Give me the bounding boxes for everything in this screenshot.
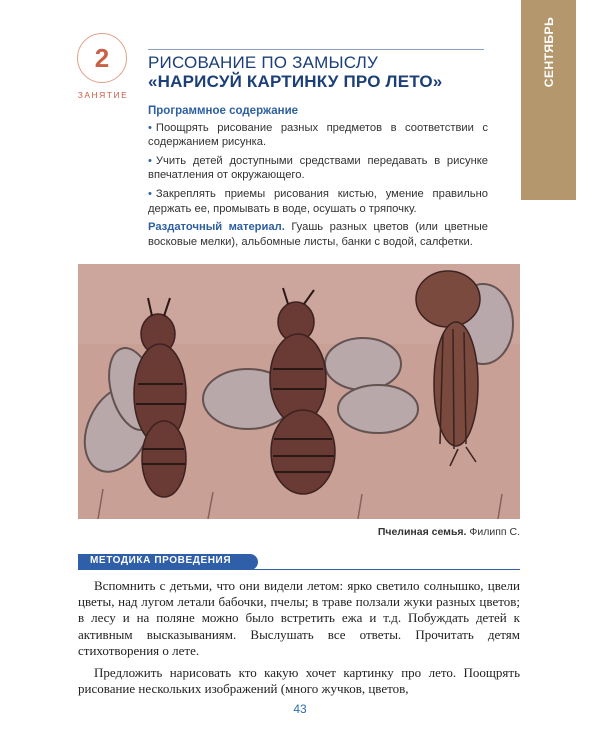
page-number: 43 (293, 702, 307, 716)
month-label: СЕНТЯБРЬ (541, 16, 556, 88)
child-artwork-bees (78, 264, 520, 519)
lesson-number: 2 (94, 42, 110, 73)
bee-drawing-illustration (78, 264, 520, 519)
lesson-title-line1: РИСОВАНИЕ ПО ЗАМЫСЛУ (148, 53, 379, 72)
material-label: Раздаточный материал. (148, 221, 285, 234)
bullet-dot-icon: • (148, 154, 152, 167)
program-heading: Программное содержание (148, 105, 299, 117)
month-side-tab (521, 0, 576, 200)
program-bullet: • Поощрять рисование разных предметов в соответствии с содержанием рисунка. (148, 121, 488, 149)
lesson-caption: ЗАНЯТИЕ (77, 90, 129, 100)
title-rule (148, 49, 484, 50)
artwork-caption (378, 526, 520, 538)
method-heading: МЕТОДИКА ПРОВЕДЕНИЯ (90, 555, 232, 566)
method-rule (78, 569, 520, 570)
artwork-author: Филипп С. (466, 526, 520, 538)
method-paragraph: Вспомнить с детьми, что они видели летом: ярко светило солнышко, цвели цветы, над лугом летали бабочки, пчелы; в траве ползали жуки разных цветов; в лесу и на поляне можно было встретить ежа и т.д. Побуждать детей к активным высказываниям. Выслушать все ответы. Прочитать детям стихотворения о лете. (78, 578, 520, 658)
lesson-title-line2: «НАРИСУЙ КАРТИНКУ ПРО ЛЕТО» (148, 72, 443, 91)
artwork-title: Пчелиная семья. (377, 526, 467, 538)
material-paragraph (148, 220, 488, 249)
material-text: Гуашь разных цветов (или цветные восковые мелки), альбомные листы, банки с водой, салфетки. (148, 221, 488, 248)
bullet-dot-icon: • (148, 121, 152, 134)
method-paragraph: Предложить нарисовать кто какую хочет картинку про лето. Поощрять рисование нескольких изображений (много жучков, цветов, (78, 665, 520, 697)
bullet-dot-icon: • (148, 187, 152, 200)
program-bullet: • Учить детей доступными средствами передавать в рисунке впечатления от окружающего. (148, 154, 488, 182)
lesson-number-badge (77, 33, 127, 83)
program-content (148, 104, 488, 249)
method-body (78, 578, 520, 703)
program-bullet: • Закреплять приемы рисования кистью, умение правильно держать ее, промывать в воде, осушать о тряпочку. (148, 187, 488, 215)
method-section-header (78, 554, 520, 570)
